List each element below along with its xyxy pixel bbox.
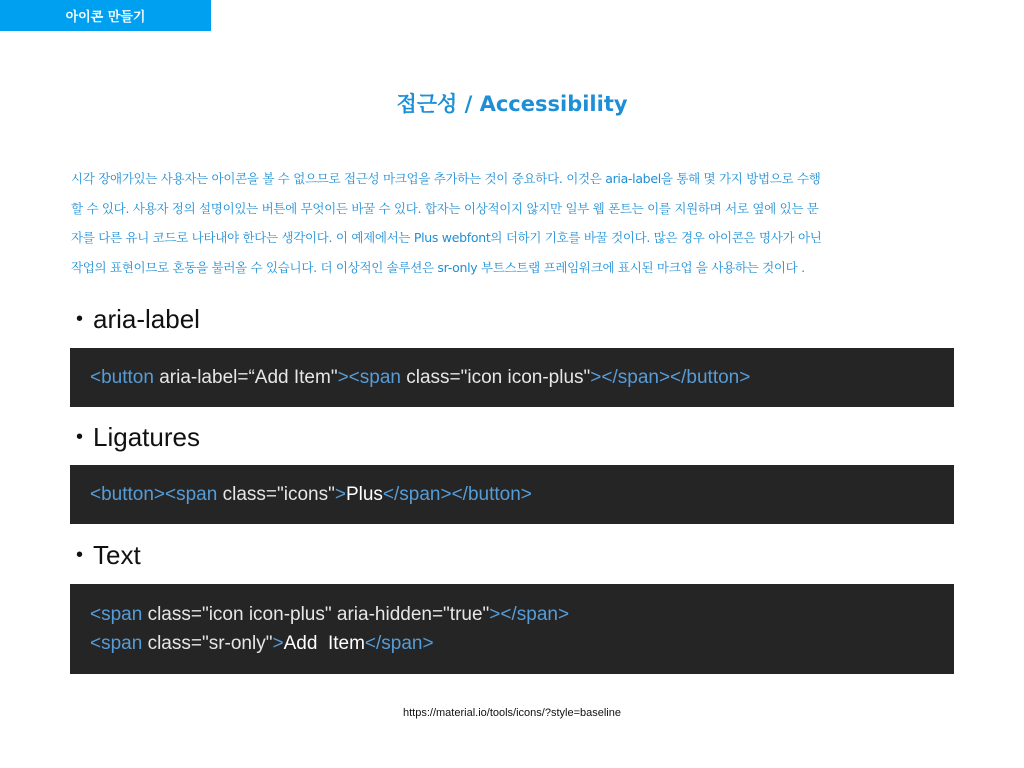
code-token-attr: class="icons" bbox=[222, 484, 335, 505]
code-token-tag: ></span> bbox=[489, 604, 570, 625]
code-token-text: Plus bbox=[345, 484, 383, 505]
bullet-dot-icon: • bbox=[76, 308, 84, 330]
slide-title: 접근성 / Accessibility bbox=[396, 92, 628, 116]
code-block-aria-label bbox=[70, 348, 954, 407]
code-block-text bbox=[70, 584, 954, 674]
code-block-ligatures bbox=[70, 465, 954, 524]
code-token-tag: > bbox=[272, 633, 284, 654]
description-line: 작업의 표현이므로 혼동을 불러올 수 있습니다. 더 이상적인 솔루션은 sr-only 부트스트랩 프레임워크에 표시된 마크업 을 사용하는 것이다 . bbox=[71, 259, 805, 275]
bullet-aria-label bbox=[76, 304, 200, 335]
code-token-tag: ></span></button> bbox=[590, 367, 751, 388]
code-token-tag: </span></button> bbox=[382, 484, 532, 505]
bullet-text bbox=[76, 540, 141, 571]
code-token-tag: <span bbox=[90, 633, 148, 654]
code-token-tag: <button><span bbox=[90, 484, 223, 505]
code-token-text: Add Item bbox=[283, 633, 365, 654]
section-tab bbox=[0, 0, 211, 31]
code-line bbox=[90, 600, 954, 629]
description-paragraph bbox=[71, 164, 961, 282]
code-token-tag: <button bbox=[90, 367, 160, 388]
description-line: 시각 장애가있는 사용자는 아이콘을 볼 수 없으므로 접근성 마크업을 추가하는 것이 중요하다. 이것은 aria-label을 통해 몇 가지 방법으로 수행 bbox=[71, 171, 821, 186]
code-token-attr: aria-label=“Add Item" bbox=[159, 367, 338, 388]
code-token-attr: class="icon icon-plus" aria-hidden="true" bbox=[147, 604, 490, 625]
code-token-attr: class="sr-only" bbox=[147, 633, 273, 654]
code-line bbox=[90, 629, 954, 658]
bullet-dot-icon: • bbox=[76, 544, 84, 566]
code-token-tag: > bbox=[334, 484, 346, 505]
bullet-heading: Ligatures bbox=[93, 422, 200, 452]
source-url[interactable]: https://material.io/tools/icons/?style=baseline bbox=[403, 707, 621, 719]
code-token-tag: </span> bbox=[364, 633, 434, 654]
bullet-heading: aria-label bbox=[93, 304, 200, 334]
code-line bbox=[90, 363, 954, 392]
description-line: 할 수 있다. 사용자 정의 설명이있는 버튼에 무엇이든 바꿀 수 있다. 합자는 이상적이지 않지만 일부 웹 폰트는 이를 지원하며 서로 옆에 있는 문 bbox=[71, 200, 819, 216]
description-line: 자를 다른 유니 코드로 나타내야 한다는 생각이다. 이 예제에서는 Plus webfont의 더하기 기호를 바꿀 것이다. 많은 경우 아이콘은 명사가 아닌 bbox=[71, 230, 822, 245]
bullet-heading: Text bbox=[93, 540, 141, 570]
code-token-tag: ><span bbox=[337, 367, 407, 388]
code-token-attr: class="icon icon-plus" bbox=[406, 367, 591, 388]
bullet-dot-icon: • bbox=[76, 426, 84, 448]
code-line bbox=[90, 480, 954, 509]
section-tab-label: 아이콘 만들기 bbox=[65, 10, 146, 25]
bullet-ligatures bbox=[76, 422, 200, 453]
code-token-tag: <span bbox=[90, 604, 148, 625]
